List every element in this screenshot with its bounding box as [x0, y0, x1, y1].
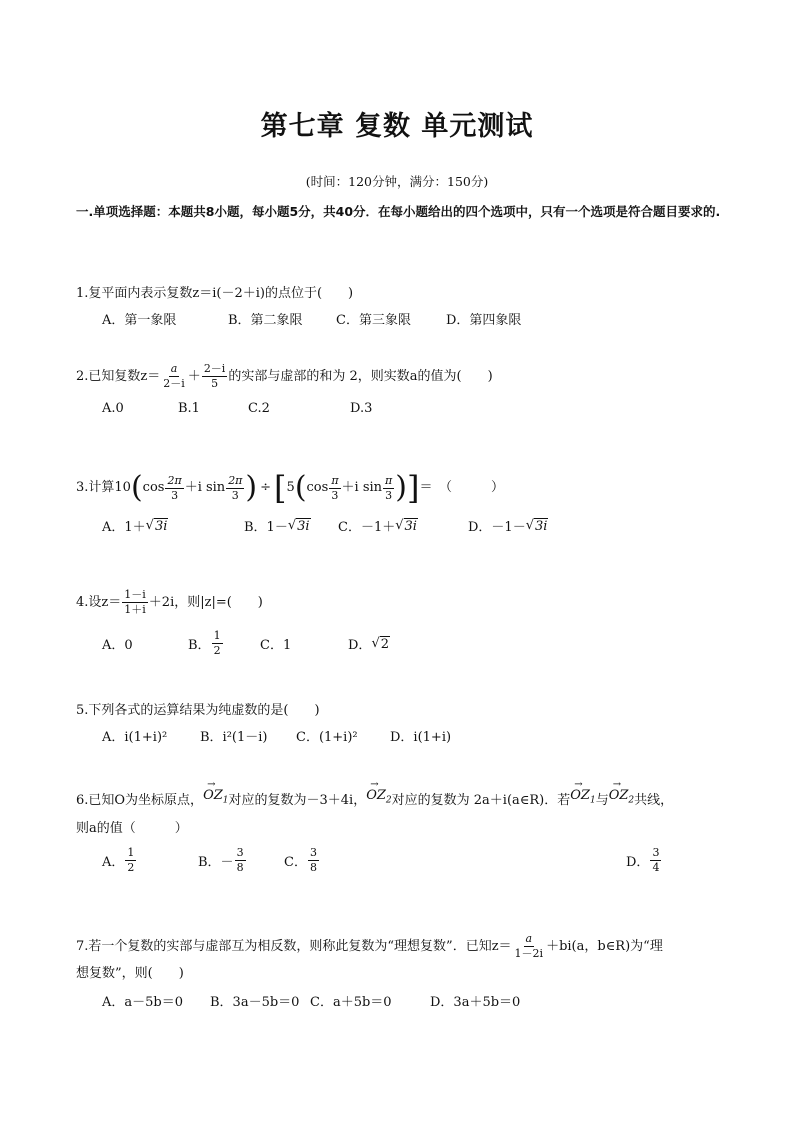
numerator: a: [170, 362, 178, 375]
question-4-options: [102, 629, 746, 658]
left-bracket: [: [274, 469, 287, 507]
divide-operator: ÷: [260, 480, 272, 495]
numerator: 1－i: [124, 588, 146, 601]
coefficient: 5: [286, 480, 295, 495]
option-label: B．1－: [244, 520, 288, 535]
question-3-suffix: ＝ （ ）: [419, 480, 504, 495]
fraction: [308, 846, 319, 875]
question-6-stem: [76, 788, 746, 812]
denominator: 1＋i: [124, 603, 146, 616]
question-7-prefix: 7.若一个复数的实部与虚部互为相反数，则称此复数为“理想复数”．已知z＝: [76, 938, 512, 954]
cos-label: cos: [142, 480, 165, 495]
fraction: [226, 474, 244, 503]
question-7-line2: 想复数”，则( ): [76, 966, 184, 981]
page-title: 第七章 复数 单元测试: [260, 111, 534, 142]
fraction: [513, 932, 546, 961]
option-label: A．1＋: [102, 520, 146, 535]
sqrt-expression: √ 3i: [525, 517, 548, 534]
question-4-stem: [76, 588, 746, 617]
question-6-text: 共线，: [634, 793, 674, 808]
vector-subscript: 2: [385, 796, 392, 806]
option-d: [348, 634, 390, 653]
numerator: π: [331, 473, 339, 487]
option-b: B．i²(1－i): [200, 730, 268, 745]
question-2-suffix: 的实部与虚部的和为 2，则实数a的值为( ): [228, 368, 493, 384]
exam-info: (时间：120分钟，满分：150分): [305, 174, 489, 189]
option-c: C.2: [248, 401, 270, 416]
radicand: 3i: [297, 518, 310, 534]
question-3-stem: [76, 466, 746, 510]
option-label: B．－: [198, 855, 234, 870]
numerator: 3: [309, 846, 317, 859]
fraction: [383, 474, 394, 503]
question-3: [76, 466, 746, 535]
radicand: 3i: [404, 518, 417, 534]
fraction: [165, 474, 183, 503]
denominator: 3: [171, 488, 179, 502]
cos-label: cos: [306, 480, 329, 495]
option-a: A．0: [102, 638, 133, 653]
option-d: [468, 516, 548, 535]
denominator: 3: [385, 488, 393, 502]
question-4-suffix: ＋2i，则|z|=( ): [148, 594, 263, 610]
denominator: 1－2i: [514, 947, 544, 960]
option-c: C．a＋5b＝0: [310, 995, 392, 1010]
option-label: A．: [102, 855, 125, 870]
option-d: D.3: [350, 401, 373, 416]
question-6-text: 6.已知O为坐标原点，: [76, 793, 204, 808]
denominator: 8: [236, 861, 244, 874]
question-3-options: [102, 516, 746, 535]
option-c: C．1: [260, 638, 292, 653]
left-paren: (: [294, 470, 307, 505]
numerator: 2－i: [203, 362, 226, 375]
question-5-stem: 5.下列各式的运算结果为纯虚数的是( ): [76, 703, 320, 718]
option-b: [198, 846, 284, 875]
question-6-options: [102, 846, 746, 875]
option-b: B．第二象限: [228, 313, 303, 328]
option-label: D．－1－: [468, 520, 526, 535]
option-d: D．第四象限: [446, 313, 522, 328]
denominator: 8: [309, 861, 317, 874]
vector-subscript: 1: [589, 796, 596, 806]
sqrt-expression: √ 3i: [287, 517, 310, 534]
question-6-text: 对应的复数为 2a＋i(a∈R)．若: [391, 793, 571, 808]
fraction: [125, 846, 136, 875]
option-a: A．i(1+i)²: [102, 730, 168, 745]
vector-label: OZ: [608, 788, 629, 804]
fraction: [212, 629, 223, 658]
vector-oz1: [570, 785, 595, 812]
option-a: A．第一象限: [102, 313, 177, 328]
vector-label: OZ: [366, 788, 386, 804]
sqrt-expression: √ 3i: [395, 517, 417, 534]
radicand: 2: [380, 636, 390, 652]
question-5-options: [102, 726, 746, 745]
option-a: [102, 846, 198, 875]
question-1-options: [102, 309, 746, 328]
question-6-text: 对应的复数为－3＋4i，: [228, 793, 367, 808]
option-label: B．: [188, 638, 211, 653]
right-bracket: ]: [407, 469, 420, 507]
option-d: D．i(1+i): [390, 730, 452, 745]
denominator: 2: [213, 644, 221, 657]
vector-subscript: 2: [628, 796, 635, 806]
operator: ＋: [187, 368, 201, 384]
question-6: [76, 788, 746, 875]
radicand: 3i: [535, 518, 548, 534]
denominator: 4: [652, 861, 660, 874]
option-a: A.0: [102, 401, 124, 416]
option-label: C．: [284, 855, 307, 870]
section-heading: 一.单项选择题：本题共8小题，每小题5分，共40分．在每小题给出的四个选项中，只有一个选项是符合题目要求的.: [76, 204, 721, 219]
fraction: [235, 846, 246, 875]
numerator: 3: [236, 846, 244, 859]
vector-subscript: 1: [222, 796, 229, 806]
fraction: [650, 846, 661, 875]
option-label: D．: [348, 638, 372, 653]
question-7-suffix: ＋bi(a，b∈R)为“理: [546, 938, 663, 954]
vector-label: OZ: [570, 788, 590, 804]
option-d: D．3a＋5b＝0: [430, 995, 521, 1010]
right-paren: ): [245, 470, 258, 505]
question-4-prefix: 4.设z＝: [76, 594, 122, 610]
option-label: D．: [626, 855, 650, 870]
question-7: [76, 932, 746, 1010]
numerator: 3: [652, 846, 660, 859]
vector-oz1: [203, 785, 228, 812]
option-b: [188, 629, 260, 658]
fraction: [161, 362, 187, 391]
left-paren: (: [130, 470, 143, 505]
question-6-text: 与: [595, 793, 609, 808]
vector-label: OZ: [203, 788, 223, 804]
numerator: 1: [127, 846, 135, 859]
right-paren: ): [395, 470, 407, 505]
option-b: [244, 516, 338, 535]
numerator: 1: [213, 629, 221, 642]
option-d: [626, 846, 662, 875]
vector-oz2: [366, 785, 391, 812]
sin-label: ＋i sin: [341, 480, 383, 495]
denominator: 3: [331, 488, 339, 502]
sqrt-expression: √ 2: [371, 635, 390, 652]
fraction: [329, 474, 340, 503]
denominator: 2: [127, 861, 135, 874]
option-c: C．(1+i)²: [296, 730, 358, 745]
option-b: B．3a－5b＝0: [210, 995, 300, 1010]
question-7-stem: [76, 932, 746, 961]
question-4: [76, 588, 746, 658]
option-c: [338, 516, 468, 535]
sin-label: ＋i sin: [184, 480, 226, 495]
numerator: a: [525, 932, 533, 945]
question-6-line2: 则a的值（ ）: [76, 821, 188, 836]
question-2-stem: [76, 362, 746, 391]
question-1: [76, 283, 746, 328]
option-a: [102, 516, 244, 535]
numerator: π: [385, 473, 393, 487]
numerator: 2π: [167, 473, 182, 487]
radicand: 3i: [154, 518, 168, 534]
sqrt-expression: √ 3i: [145, 517, 168, 534]
option-b: B.1: [178, 401, 200, 416]
denominator: 3: [231, 488, 239, 502]
denominator: 5: [211, 377, 219, 390]
option-c: [284, 846, 626, 875]
option-a: A．a－5b＝0: [102, 995, 184, 1010]
vector-oz2: [609, 785, 634, 812]
fraction: [202, 362, 228, 391]
question-2-prefix: 2.已知复数z＝: [76, 368, 161, 384]
question-7-options: [102, 991, 746, 1010]
fraction: [122, 588, 148, 617]
question-2: [76, 362, 746, 416]
option-c: C．第三象限: [336, 313, 411, 328]
denominator: 2－i: [163, 377, 185, 390]
question-3-prefix: 3.计算10: [76, 480, 131, 495]
question-1-stem: 1.复平面内表示复数z＝i(－2＋i)的点位于( ): [76, 286, 354, 301]
numerator: 2π: [228, 473, 243, 487]
question-2-options: [102, 401, 746, 416]
option-label: C．－1＋: [338, 520, 396, 535]
question-5: [76, 700, 746, 745]
